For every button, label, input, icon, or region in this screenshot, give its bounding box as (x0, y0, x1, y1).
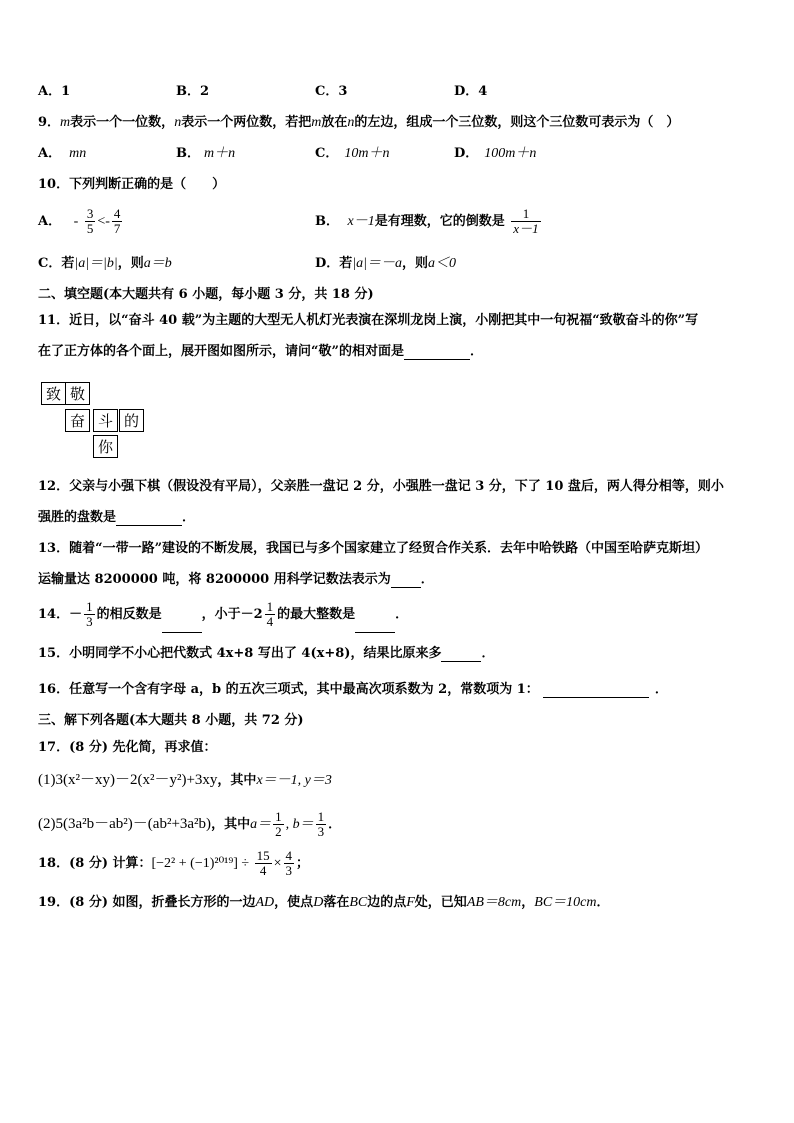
q13-answer-blank (391, 575, 421, 588)
q10-option-d: D．若|a|＝－a，则a＜0 (315, 256, 456, 271)
net-cell-fen: 奋 (65, 409, 90, 432)
q17-stem: 17．(8 分) 先化简，再求值： (38, 740, 217, 755)
section-2-heading: 二、填空题(本大题共有 6 小题，每小题 3 分，共 18 分) (38, 287, 374, 302)
net-cell-zhi: 致 (41, 382, 66, 405)
q11-line-1: 11．近日，以“奋斗 40 载”为主题的大型无人机灯光表演在深圳龙岗上演，小刚把其中一句祝福“致敬奋斗的你”写 (38, 313, 699, 328)
q14-blank-integer (355, 620, 395, 633)
q10-option-a: A． - $\frac{3}{5}$ <- $\frac{4}{7}$ (38, 206, 121, 236)
q17-part-2: (2)5(3a²b－ab²)－(ab²+3a²b)，其中a＝ $\frac{1}{2}$ , b＝ $\frac{1}{3}$ ． (38, 809, 342, 839)
q8-option-a: A．1 (38, 84, 71, 99)
q9-option-c: C． 10m＋n (315, 146, 390, 161)
q19: 19．(8 分) 如图，折叠长方形的一边AD，使点D落在BC边的点F处，已知AB＝8cm，BC＝10cm． (38, 895, 610, 910)
q8-option-c: C．3 (315, 84, 348, 99)
net-cell-ni: 你 (93, 435, 118, 458)
q12-line-1: 12．父亲与小强下棋（假设没有平局），父亲胜一盘记 2 分，小强胜一盘记 3 分，下了 10 盘后，两人得分相等，则小 (38, 479, 724, 494)
q9-option-b: B． m＋n (176, 146, 236, 161)
q14: 14．－ $\frac{1}{3}$ 的相反数是 ，小于－2 $\frac{1}{4}$ 的最大整数是 ． (38, 597, 408, 633)
q10-option-b: B． x－1是有理数，它的倒数是 $\frac{1}{x-1}$ (315, 206, 539, 236)
q17-part-1: (1)3(x²－xy)－2(x²－y²)+3xy，其中x＝－1, y＝3 (38, 772, 332, 788)
q15: 15．小明同学不小心把代数式 4x+8 写出了 4(x+8)，结果比原来多 ． (38, 646, 495, 661)
net-cell-de: 的 (119, 409, 144, 432)
q10-option-c: C．若|a|＝|b|，则a＝b (38, 256, 172, 271)
q11-line-2: 在了正方体的各个面上，展开图如图所示，请问“敬”的相对面是 ． (38, 344, 483, 359)
q9-stem: 9．m表示一个一位数，n表示一个两位数，若把m放在n的左边，组成一个三位数，则这个三位数可表示为（ ） (38, 115, 680, 130)
section-3-heading: 三、解下列各题(本大题共 8 小题，共 72 分) (38, 713, 304, 728)
q10-stem: 10．下列判断正确的是（ ） (38, 177, 226, 192)
q13-line-2: 运输量达 8200000 吨，将 8200000 用科学记数法表示为 ． (38, 572, 434, 587)
net-cell-dou: 斗 (93, 409, 118, 432)
q13-line-1: 13．随着“一带一路”建设的不断发展，我国已与多个国家建立了经贸合作关系．去年中哈铁路（中国至哈萨克斯坦） (38, 541, 709, 556)
q15-answer-blank (441, 649, 481, 662)
q8-option-d: D．4 (454, 84, 488, 99)
q12-answer-blank (116, 513, 182, 526)
net-cell-jing: 敬 (65, 382, 90, 405)
q14-blank-opposite (162, 620, 202, 633)
q9-option-a: A． mn (38, 146, 87, 161)
q8-option-b: B．2 (176, 84, 210, 99)
q9-option-d: D． 100m＋n (454, 146, 537, 161)
q12-line-2: 强胜的盘数是 ． (38, 510, 196, 525)
q16-answer-blank (543, 685, 649, 698)
q11-answer-blank (404, 347, 470, 360)
q16: 16．任意写一个含有字母 a，b 的五次三项式，其中最高次项系数为 2，常数项为 1： ． (38, 682, 668, 697)
q18: 18．(8 分) 计算：[−2² + (−1)²⁰¹⁹] ÷ $\frac{15}{4}$ × $\frac{4}{3}$ ； (38, 848, 310, 878)
